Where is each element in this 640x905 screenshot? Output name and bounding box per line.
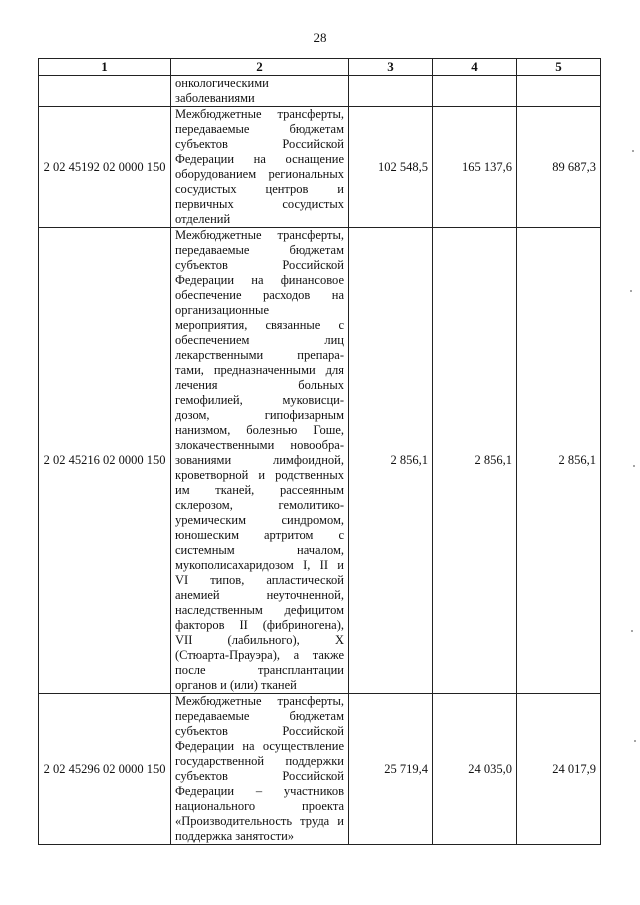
description-line: им тканей, рассеянным	[175, 483, 344, 497]
description-line: онкологическими	[175, 76, 269, 90]
description-line: обеспечение расходов на	[175, 288, 344, 302]
table-row	[39, 694, 601, 845]
table-row	[39, 228, 601, 694]
description-line: нанизмом, болезнью Гоше,	[175, 423, 344, 437]
description-cell	[171, 228, 349, 694]
description-cell	[171, 694, 349, 845]
description-line: гемофилией, муковисци-	[175, 393, 344, 407]
amount-cell-col3: 2 856,1	[349, 228, 433, 694]
budget-code-cell: 2 02 45296 02 0000 150	[39, 694, 171, 845]
description-line: оборудованием региональных	[175, 167, 344, 181]
scan-speck	[633, 465, 635, 467]
table-body	[39, 76, 601, 845]
description-line: сосудистых центров и	[175, 182, 344, 196]
description-line: зованиями лимфоидной,	[175, 453, 344, 467]
description-line: тами, предназначенными для	[175, 363, 344, 377]
table-row	[39, 107, 601, 228]
description-line: Федерации на финансовое	[175, 273, 344, 287]
description-line: дозом, гипофизарным	[175, 408, 344, 422]
description-line: субъектов Российской	[175, 137, 344, 151]
description-cell	[171, 107, 349, 228]
table-header-row	[39, 59, 601, 76]
description-line: системным началом,	[175, 543, 344, 557]
page-number: 28	[313, 30, 327, 45]
description-line: национального проекта	[175, 799, 344, 813]
description-line: «Производительность труда и	[175, 814, 344, 828]
description-line: (Стюарта-Прауэра), а также	[175, 648, 344, 662]
amount-cell-col4: 24 035,0	[433, 694, 517, 845]
amount-cell-col4	[433, 76, 517, 107]
description-line: отделений	[175, 212, 231, 226]
amount-cell-col4: 165 137,6	[433, 107, 517, 228]
description-line: анемией неуточненной,	[175, 588, 344, 602]
description-line: VI типов, апластической	[175, 573, 344, 587]
description-line: склерозом, гемолитико-	[175, 498, 344, 512]
description-line: Федерации на оснащение	[175, 152, 344, 166]
description-line: лекарственными препара-	[175, 348, 344, 362]
amount-cell-col5: 89 687,3	[517, 107, 601, 228]
description-line: юношеским артритом с	[175, 528, 344, 542]
description-line: первичных сосудистых	[175, 197, 344, 211]
description-line: Федерации – участников	[175, 784, 344, 798]
description-line: Межбюджетные трансферты,	[175, 107, 344, 121]
description-line: Межбюджетные трансферты,	[175, 694, 344, 708]
amount-cell-col5: 24 017,9	[517, 694, 601, 845]
description-line: Межбюджетные трансферты,	[175, 228, 344, 242]
table-row	[39, 76, 601, 107]
description-line: наследственным дефицитом	[175, 603, 344, 617]
description-line: лечения больных	[175, 378, 344, 392]
description-line: субъектов Российской	[175, 258, 344, 272]
amount-cell-col5	[517, 76, 601, 107]
amount-cell-col5: 2 856,1	[517, 228, 601, 694]
description-line: после трансплантации	[175, 663, 344, 677]
scan-speck	[634, 740, 636, 742]
description-cell	[171, 76, 349, 107]
column-header-2: 2	[171, 59, 349, 76]
budget-code-cell: 2 02 45192 02 0000 150	[39, 107, 171, 228]
description-line: Федерации на осуществление	[175, 739, 344, 753]
description-line: обеспечением лиц	[175, 333, 344, 347]
scan-speck	[630, 290, 632, 292]
description-line: организационные	[175, 303, 269, 317]
description-line: кроветворной и родственных	[175, 468, 344, 482]
amount-cell-col3: 25 719,4	[349, 694, 433, 845]
scan-speck	[631, 630, 633, 632]
description-line: VII (лабильного), X	[175, 633, 344, 647]
budget-code-cell: 2 02 45216 02 0000 150	[39, 228, 171, 694]
description-line: субъектов Российской	[175, 769, 344, 783]
column-header-4: 4	[433, 59, 517, 76]
description-line: заболеваниями	[175, 91, 255, 105]
column-header-1: 1	[39, 59, 171, 76]
description-line: субъектов Российской	[175, 724, 344, 738]
description-line: передаваемые бюджетам	[175, 122, 344, 136]
budget-code-cell	[39, 76, 171, 107]
description-line: уремическим синдромом,	[175, 513, 344, 527]
description-line: факторов II (фибриногена),	[175, 618, 344, 632]
description-line: передаваемые бюджетам	[175, 709, 344, 723]
amount-cell-col3	[349, 76, 433, 107]
scan-speck	[632, 150, 634, 152]
description-line: поддержка занятости»	[175, 829, 295, 843]
description-line: злокачественными новообра-	[175, 438, 344, 452]
column-header-3: 3	[349, 59, 433, 76]
description-line: мукополисахаридозом I, II и	[175, 558, 344, 572]
column-header-5: 5	[517, 59, 601, 76]
description-line: государственной поддержки	[175, 754, 344, 768]
budget-table	[38, 58, 601, 845]
description-line: передаваемые бюджетам	[175, 243, 344, 257]
amount-cell-col3: 102 548,5	[349, 107, 433, 228]
description-line: мероприятия, связанные с	[175, 318, 344, 332]
description-line: органов и (или) тканей	[175, 678, 297, 692]
amount-cell-col4: 2 856,1	[433, 228, 517, 694]
